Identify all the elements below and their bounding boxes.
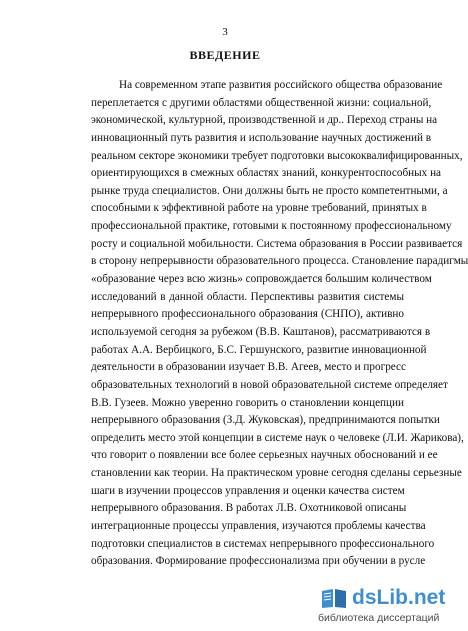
body-text [91,77,468,571]
text-line: деятельности в образовании изучает В.В. Агеев, место и прогресс [91,361,406,374]
text-line: переплетается с другими областями общественной жизни: социальной, [91,96,432,109]
text-line: используемой сегодня за рубежом (В.В. Каштанов), рассматриваются в [91,325,431,338]
text-line: непрерывного образования (З.Д. Жуковская), предпринимаются попытки [91,414,440,427]
text-line: исследований в данной области. Перспективы развития системы [91,290,404,303]
text-line: образования. Формирование профессионализма при обучении в русле [91,555,426,568]
text-line: образовательных технологий в новой образовательной системе определяет [91,378,448,391]
text-line: способными к эффективной работе на уровне требований, принятых в [91,202,427,215]
text-line: На современном этапе развития российского общества образование [119,79,443,91]
text-line: работах А.А. Вербицкого, Б.С. Гершунского, развитие инновационной [91,343,427,356]
text-line: интеграционные процессы управления, изучаются проблемы качества [91,520,426,533]
text-line: реальном секторе экономики требует подготовки высококвалифицированных, [91,149,463,162]
text-line: непрерывного профессионального образования (СНПО), активно [91,308,404,321]
text-line: в сторону непрерывности образовательного процесса. Становление парадигмы [91,255,468,268]
text-line: определить место этой концепции в системе наук о человеке (Л.И. Жарикова), [91,431,464,444]
text-line: профессиональной практике, готовыми к постоянному профессиональному [91,220,452,233]
site-watermark[interactable] [318,586,448,630]
text-line: что говорит о появлении все более серьезных научных обоснований и ее [91,449,438,462]
text-line: становлении как теории. На практическом уровне сегодня сделаны серьезные [91,467,462,480]
text-line: экономической, культурной, производственной и др.. Переход страны на [91,114,438,127]
text-line: инновационный путь развития и использование научных достижений в [91,131,432,144]
text-line: ориентирующихся в смежных областях знаний, конкурентоспособных на [91,167,442,180]
text-line: В.В. Гузеев. Можно уверенно говорить о становлении концепции [91,396,404,409]
watermark-caption: библиотека диссертаций [318,612,440,624]
book-logo-icon [318,586,350,610]
section-heading: ВВЕДЕНИЕ [189,48,261,62]
text-line: шаги в изучении процессов управления и оценки качества систем [91,484,405,497]
text-line: росту и социальной мобильности. Система образования в России развивается [91,237,463,250]
text-line: «образование через всю жизнь» сопровождается большим количеством [91,273,432,286]
text-line: рынке труда специалистов. Они должны быть не просто компетентными, а [91,184,448,197]
text-line: непрерывного образования. В работах Л.В. Охотниковой описаны [91,502,407,515]
text-line: подготовки специалистов в системах непрерывного профессионального [91,537,435,550]
page-number: 3 [222,26,228,38]
watermark-logo-text: dsLib.net [352,586,446,609]
